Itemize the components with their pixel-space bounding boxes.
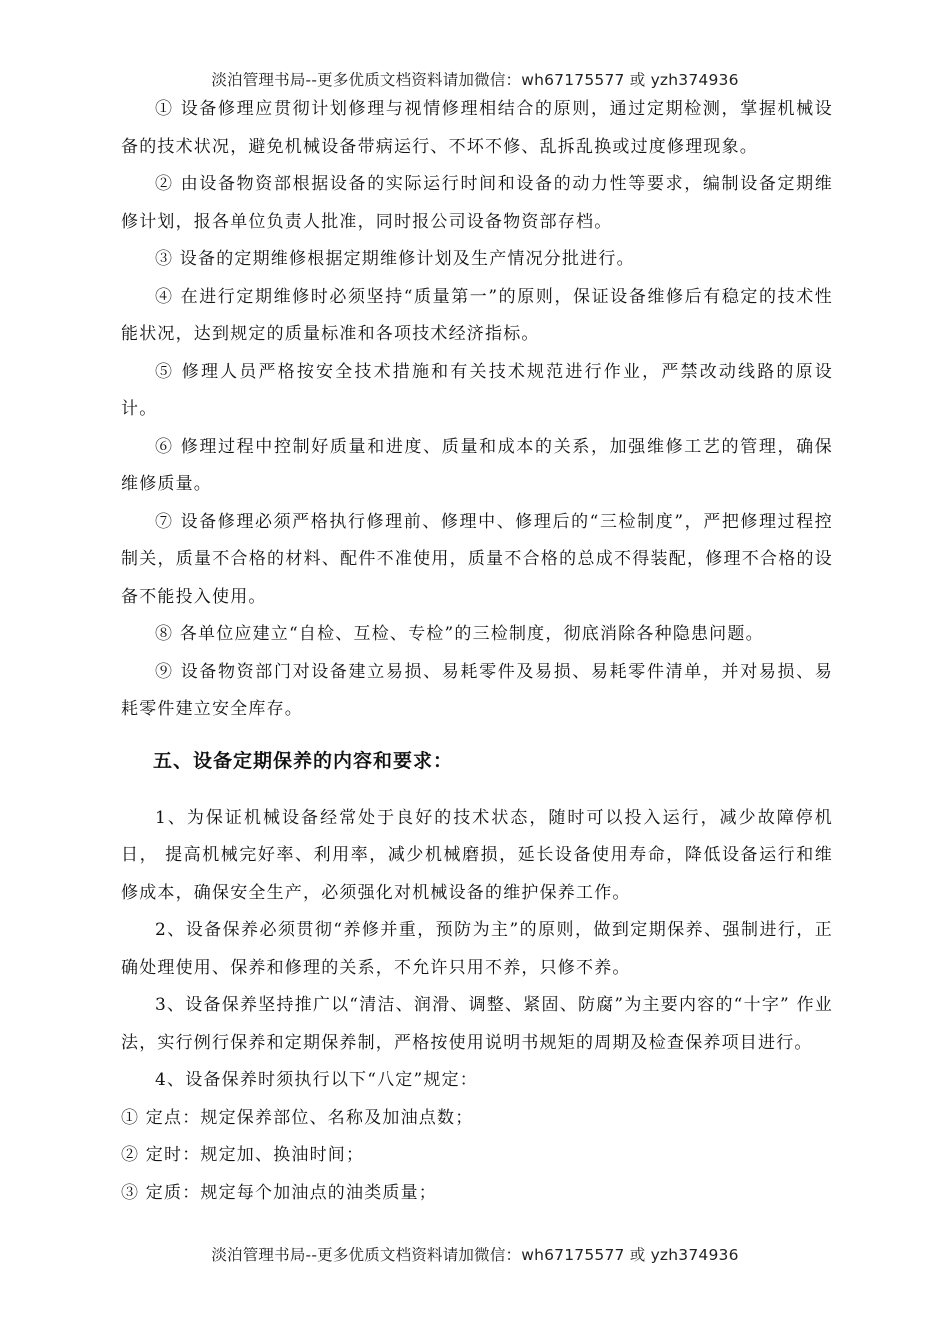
- paragraph-item-8: ⑧ 各单位应建立“自检、互检、专检”的三检制度，彻底消除各种隐患问题。: [155, 624, 764, 644]
- paragraph-maintenance-4: 4、设备保养时须执行以下“八定”规定：: [155, 1070, 478, 1090]
- paragraph-item-7: ⑦ 设备修理必须严格执行修理前、修理中、修理后的“三检制度”，严把修理过程控制关，质量不合格的材料、配件不准使用，质量不合格的总成不得装配，修理不合格的设备不能投入使用。: [121, 511, 833, 607]
- paragraph-item-3: ③ 设备的定期维修根据定期维修计划及生产情况分批进行。: [155, 249, 635, 269]
- paragraph-item-1: ① 设备修理应贯彻计划修理与视情修理相结合的原则，通过定期检测，掌握机械设备的技术状况，避免机械设备带病运行、不坏不修、乱拆乱换或过度修理现象。: [121, 99, 833, 157]
- page-header: 淡泊管理书局--更多优质文档资料请加微信：wh67175577 或 yzh374936: [211, 71, 739, 89]
- list-item-fixed-quality: ③ 定质：规定每个加油点的油类质量；: [121, 1182, 438, 1203]
- paragraph-item-2: ② 由设备物资部根据设备的实际运行时间和设备的动力性等要求，编制设备定期维修计划，报各单位负责人批准，同时报公司设备物资部存档。: [121, 174, 833, 232]
- paragraph-item-9: ⑨ 设备物资部门对设备建立易损、易耗零件及易损、易耗零件清单，并对易损、易耗零件建立安全库存。: [121, 661, 833, 719]
- section-heading: 五、设备定期保养的内容和要求：: [153, 749, 454, 772]
- paragraph-item-4: ④ 在进行定期维修时必须坚持“质量第一”的原则，保证设备维修后有稳定的技术性能状况，达到规定的质量标准和各项技术经济指标。: [121, 286, 833, 344]
- list-item-fixed-time: ② 定时：规定加、换油时间；: [121, 1145, 365, 1165]
- paragraph-maintenance-2: 2、设备保养必须贯彻“养修并重，预防为主”的原则，做到定期保养、强制进行，正确处理使用、保养和修理的关系，不允许只用不养，只修不养。: [121, 920, 833, 978]
- list-item-fixed-point: ① 定点：规定保养部位、名称及加油点数；: [121, 1107, 474, 1128]
- paragraph-item-6: ⑥ 修理过程中控制好质量和进度、质量和成本的关系，加强维修工艺的管理，确保维修质量。: [121, 436, 833, 494]
- paragraph-maintenance-1: 1、为保证机械设备经常处于良好的技术状态，随时可以投入运行，减少故障停机日， 提高机械完好率、利用率，减少机械磨损，延长设备使用寿命，降低设备运行和维修成本，确保安全生产，必须强化对机械设备的维护保养工作。: [121, 807, 833, 903]
- page-footer: 淡泊管理书局--更多优质文档资料请加微信：wh67175577 或 yzh374936: [211, 1246, 739, 1264]
- paragraph-item-5: ⑤ 修理人员严格按安全技术措施和有关技术规范进行作业，严禁改动线路的原设计。: [121, 361, 833, 419]
- document-body: [121, 91, 833, 1212]
- paragraph-maintenance-3: 3、设备保养坚持推广以“清洁、润滑、调整、紧固、防腐”为主要内容的“十字” 作业法，实行例行保养和定期保养制，严格按使用说明书规矩的周期及检查保养项目进行。: [121, 995, 833, 1053]
